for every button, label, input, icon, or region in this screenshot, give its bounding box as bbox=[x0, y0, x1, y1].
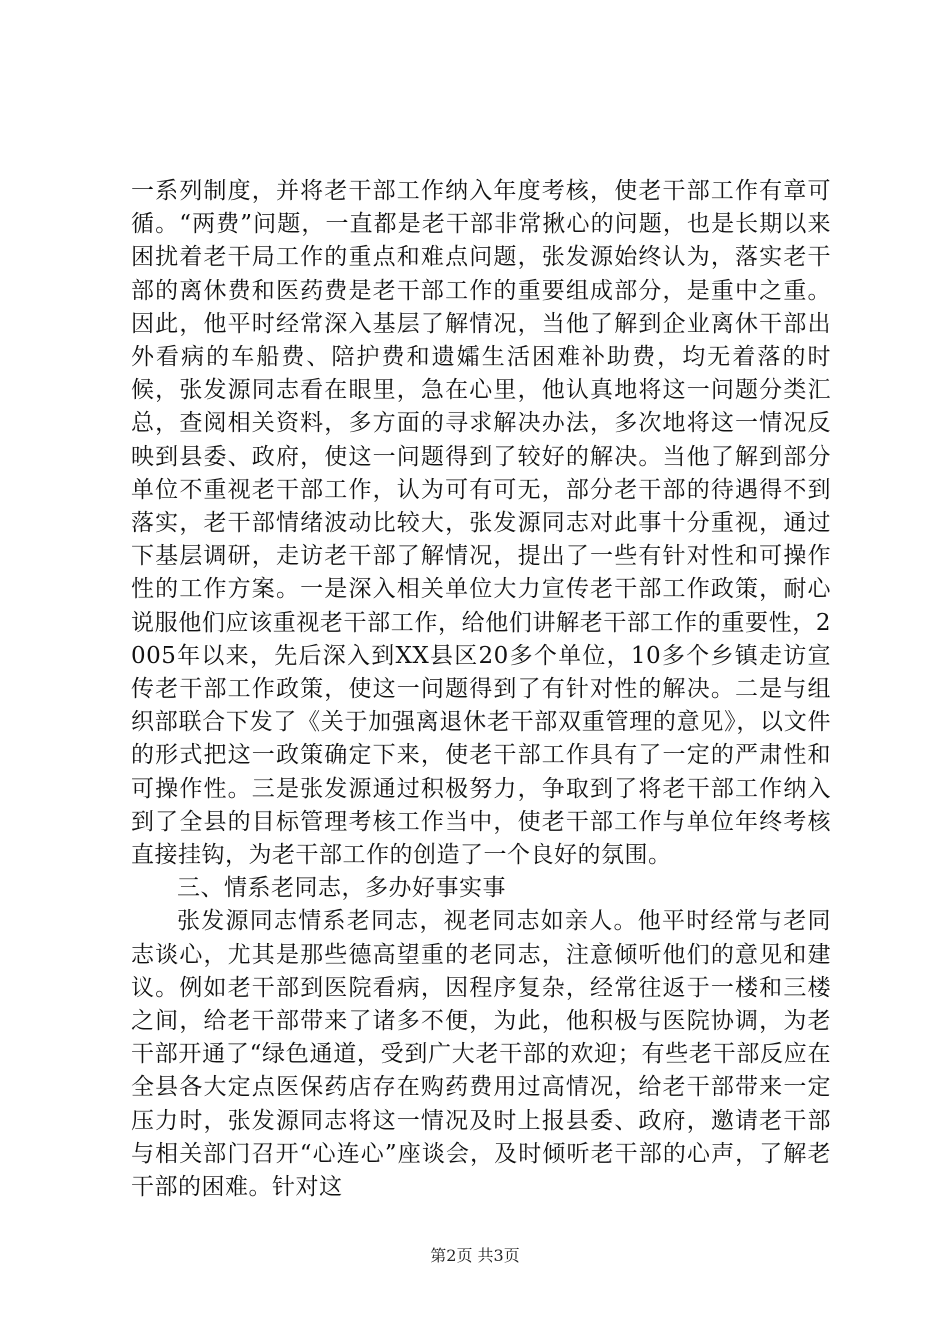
document-body bbox=[131, 175, 831, 1204]
body-paragraph: 张发源同志情系老同志，视老同志如亲人。他平时经常与老同志谈心，尤其是那些德高望重的老同志，注意倾听他们的意见和建议。例如老干部到医院看病，因程序复杂，经常往返于一楼和三楼之间，给老干部带来了诸多不便，为此，他积极与医院协调，为老干部开通了“绿色通道，受到广大老干部的欢迎；有些老干部反应在全县各大定点医保药店存在购药费用过高情况，给老干部带来一定压力时，张发源同志将这一情况及时上报县委、政府，邀请老干部与相关部门召开“心连心”座谈会，及时倾听老干部的心声，了解老干部的困难。针对这 bbox=[131, 908, 831, 1201]
page-footer: 第2页 共3页 bbox=[430, 1246, 520, 1265]
section-heading: 三、情系老同志，多办好事实事 bbox=[177, 875, 506, 902]
body-paragraph: 一系列制度，并将老干部工作纳入年度考核，使老干部工作有章可循。“两费”问题，一直都是老干部非常揪心的问题，也是长期以来困扰着老干局工作的重点和难点问题，张发源始终认为，落实老干部的离休费和医药费是老干部工作的重要组成部分，是重中之重。因此，他平时经常深入基层了解情况，当他了解到企业离休干部出外看病的车船费、陪护费和遗孀生活困难补助费，均无着落的时候，张发源同志看在眼里，急在心里，他认真地将这一问题分类汇总，查阅相关资料，多方面的寻求解决办法，多次地将这一情况反映到县委、政府，使这一问题得到了较好的解决。当他了解到部分单位不重视老干部工作，认为可有可无，部分老干部的待遇得不到落实，老干部情绪波动比较大，张发源同志对此事十分重视，通过下基层调研，走访老干部了解情况，提出了一些有针对性和可操作性的工作方案。一是深入相关单位大力宣传老干部工作政策，耐心说服他们应该重视老干部工作，给他们讲解老干部工作的重要性，2005年以来，先后深入到XX县区20多个单位，10多个乡镇走访宣传老干部工作政策，使这一问题得到了有针对性的解决。二是与组织部联合下发了《关于加强离退休老干部双重管理的意见》，以文件的形式把这一政策确定下来，使老干部工作具有了一定的严肃性和可操作性。三是张发源通过积极努力，争取到了将老干部工作纳入到了全县的目标管理考核工作当中，使老干部工作与单位年终考核直接挂钩，为老干部工作的创造了一个良好的氛围。 bbox=[131, 178, 831, 869]
